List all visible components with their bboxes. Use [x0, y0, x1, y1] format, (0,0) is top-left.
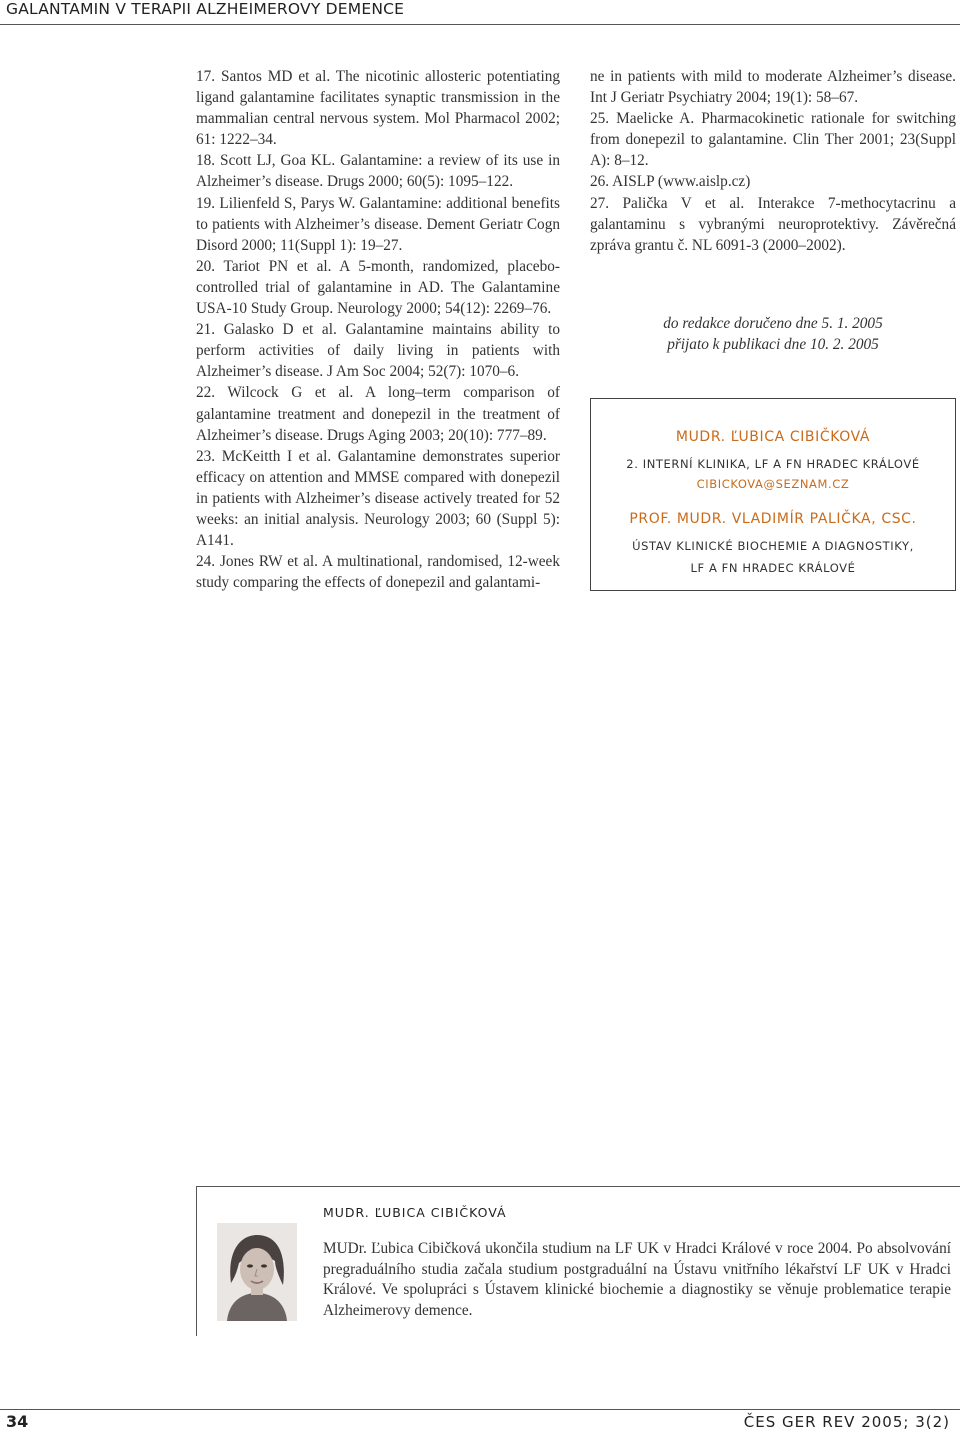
author-bio-box: [196, 1186, 960, 1336]
reference-24-continued: ne in patients with mild to moderate Alzheimer’s disease. Int J Geriatr Psychiatry 2004; 19(1): 58–67.: [590, 68, 956, 107]
reference-22: 22. Wilcock G et al. A long–term comparison of galantamine treatment and donepezil in the treatment of Alzheimer’s disease. Drugs Aging 2003; 20(10): 777–89.: [196, 384, 560, 444]
author1-email[interactable]: CIBICKOVA@SEZNAM.CZ: [696, 477, 850, 491]
reference-27: 27. Palička V et al. Interakce 7-methocytacrinu a galantaminu s vybranými neuroprotektivy. Závěrečná zpráva grantu č. NL 6091-3 (2000–2002).: [590, 194, 956, 254]
bio-text: MUDr. Ľubica Cibičková ukončila studium na LF UK v Hradci Králové v roce 2004. Po absolvování pregraduálního studia začala studium postgraduální na Ústavu vnitřního lékařství LF UK v Hradci Králové. Ve spolupráci s Ústavem klinické biochemie a diagnostiky se věnuje problematice terapie Alzheimerovy demence.: [323, 1240, 951, 1319]
reference-26: 26. AISLP (www.aislp.cz): [590, 173, 751, 191]
author1-affiliation: 2. INTERNÍ KLINIKA, LF A FN HRADEC KRÁLOVÉ: [626, 457, 920, 471]
author-portrait-photo: [217, 1223, 297, 1321]
author2-affiliation-line1: ÚSTAV KLINICKÉ BIOCHEMIE A DIAGNOSTIKY,: [632, 539, 914, 553]
received-dates: [590, 313, 956, 355]
references-left-column: [196, 66, 560, 593]
page-number: 34: [6, 1412, 29, 1431]
portrait-illustration: [217, 1223, 297, 1321]
author1-name: MUDR. ĽUBICA CIBIČKOVÁ: [675, 429, 871, 445]
journal-citation: ČES GER REV 2005; 3(2): [743, 1413, 950, 1431]
author2-affiliation-line2: LF A FN HRADEC KRÁLOVÉ: [690, 561, 856, 575]
received-line: do redakce doručeno dne 5. 1. 2005: [663, 315, 883, 332]
reference-20: 20. Tariot PN et al. A 5-month, randomized, placebo-controlled trial of galantamine in AD. The Galantamine USA-10 Study Group. Neurology 2000; 54(12): 2269–76.: [196, 257, 560, 318]
reference-18: 18. Scott LJ, Goa KL. Galantamine: a review of its use in Alzheimer’s disease. Drugs 2000; 60(5): 1095–122.: [196, 152, 560, 191]
footer-rule: [0, 1409, 960, 1410]
reference-21: 21. Galasko D et al. Galantamine maintains ability to perform activities of daily living in patients with Alzheimer’s disease. J Am Soc 2004; 52(7): 1070–6.: [196, 321, 560, 381]
running-title: GALANTAMIN V TERAPII ALZHEIMEROVY DEMENCE: [6, 0, 405, 18]
reference-25: 25. Maelicke A. Pharmacokinetic rationale for switching from donepezil to galantamine. Clin Ther 2001; 23(Suppl A): 8–12.: [590, 110, 956, 170]
author-contact-box: [590, 398, 956, 591]
author2-name: PROF. MUDR. VLADIMÍR PALIČKA, CSC.: [629, 511, 917, 527]
accepted-line: přijato k publikaci dne 10. 2. 2005: [667, 336, 879, 353]
references-right-column: [590, 66, 956, 256]
header-rule: [0, 24, 960, 25]
bio-name: MUDR. ĽUBICA CIBIČKOVÁ: [323, 1205, 507, 1220]
reference-23: 23. McKeitth I et al. Galantamine demonstrates superior efficacy on attention and MMSE compared with donepezil in patients with Alzheimer’s disease actively treated for 52 weeks: an initial analysis. Neurology 2003; 60 (Suppl 5): A141.: [196, 447, 560, 550]
author2-affiliation: [591, 535, 955, 579]
reference-24: 24. Jones RW et al. A multinational, randomised, 12-week study comparing the effects of donepezil and galantami-: [196, 553, 560, 592]
reference-17: 17. Santos MD et al. The nicotinic allosteric potentiating ligand galantamine facilitates synaptic transmission in the mammalian central nervous system. Mol Pharmacol 2002; 61: 1222–34.: [196, 68, 560, 149]
reference-19: 19. Lilienfeld S, Parys W. Galantamine: additional benefits to patients with Alzheimer’s disease. Dement Geriatr Cogn Disord 2000; 11(Suppl 1): 19–27.: [196, 194, 560, 254]
